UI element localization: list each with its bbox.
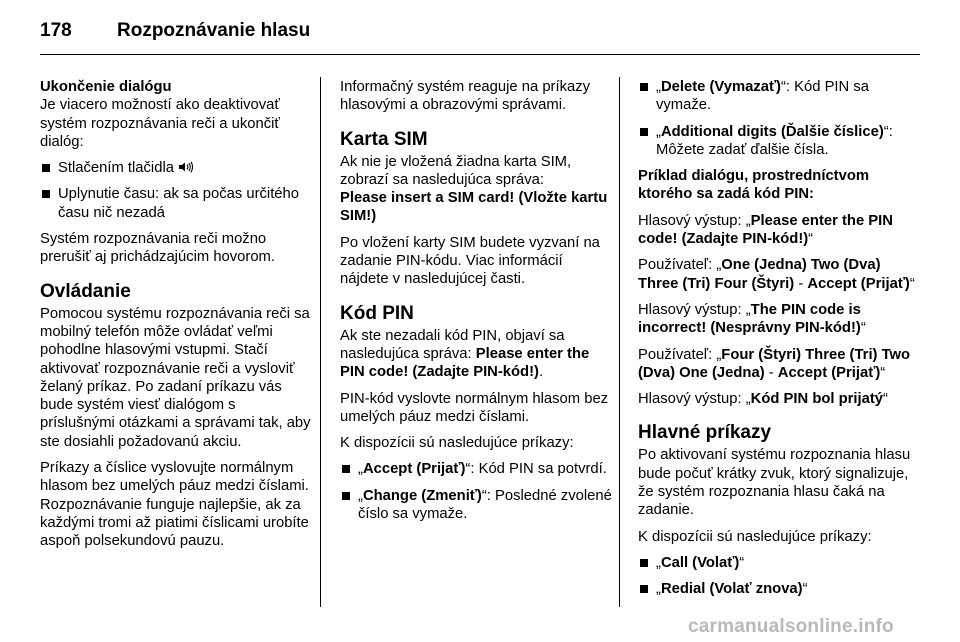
user-input-2a: Four (Štyri) Three (Tri) Two (Dva) One (Jedna) xyxy=(638,346,911,381)
bullet-icon xyxy=(342,465,350,473)
heading-sim: Karta SIM xyxy=(340,128,428,150)
bullet-icon xyxy=(342,492,350,500)
page-number: 178 xyxy=(40,20,72,41)
list-item xyxy=(40,185,312,222)
column-3 xyxy=(638,78,922,607)
bullet-icon xyxy=(640,83,648,91)
list-item xyxy=(40,159,312,177)
list-item-text: Stlačením tlačidla xyxy=(58,160,174,177)
paragraph-commands: K dispozícii sú nasledujúce príkazy: xyxy=(340,435,574,452)
paragraph-end-dialog: Je viacero možností ako deaktivovať systém rozpoznávania reči a ukončiť dialóg: xyxy=(40,97,280,150)
paragraph-sim: Ak nie je vložená žiadna karta SIM, zobrazí sa nasledujúca správa: xyxy=(340,153,572,188)
heading-example: Príklad dialógu, prostredníctvom ktorého sa zadá kód PIN: xyxy=(638,168,870,203)
command-additional: Additional digits (Ďalšie číslice) xyxy=(660,123,884,140)
voice-label: Hlasový výstup: xyxy=(638,212,746,229)
bullet-icon xyxy=(42,190,50,198)
heading-pin: Kód PIN xyxy=(340,302,414,324)
dialog-line: Hlasový výstup: „Kód PIN bol prijatý“ xyxy=(638,391,888,408)
paragraph-digits: Príkazy a číslice vyslovujte normálnym hlasom bez umelých páuz medzi číslami. Rozpoznávanie funguje najlepšie, ak za každými tromi až piatimi číslicami urobíte aspoň polsekundovú pauzu. xyxy=(40,460,309,550)
pin-message: Please enter the PIN code! (Zadajte PIN-kód!) xyxy=(340,345,590,381)
voice-label: Hlasový výstup: xyxy=(638,391,746,408)
column-divider-1 xyxy=(320,77,321,607)
command-accept: Accept (Prijať) xyxy=(362,461,466,478)
column-divider-2 xyxy=(619,77,620,607)
paragraph-control: Pomocou systému rozpoznávania reči sa mobilný telefón môže ovládať veľmi pohodlne hlasovými vstupmi. Stačí aktivovať rozpoznávanie reči a vysloviť želaný príkaz. Po zadaní príkazu vás bude systém viesť dialógom s príslušnými otázkami a správami tak, aby ste dosiahli požadovanú akciu. xyxy=(40,305,311,450)
command-additional-desc: : Môžete zadať ďalšie čísla. xyxy=(656,123,893,158)
dialog-line: Hlasový výstup: „The PIN code is incorrect! (Nesprávny PIN-kód!)“ xyxy=(638,301,866,337)
paragraph-after-sim: Po vložení karty SIM budete vyzvaní na zadanie PIN-kódu. Viac informácií nájdete v nasledujúcej časti. xyxy=(340,234,600,288)
list-item: „Change (Zmeniť)“: Posledné zvolené číslo sa vymaže. xyxy=(340,487,612,524)
column-1 xyxy=(40,78,312,559)
command-change-desc: : Posledné zvolené číslo sa vymaže. xyxy=(358,487,612,523)
list-item: „Accept (Prijať)“: Kód PIN sa potvrdí. xyxy=(340,460,612,478)
voice-button-icon xyxy=(178,161,194,173)
voice-output-1: Please enter the PIN code! (Zadajte PIN-kód!) xyxy=(638,212,893,248)
paragraph-interrupt: Systém rozpoznávania reči možno prerušiť aj prichádzajúcim hovorom. xyxy=(40,231,275,266)
command-delete: Delete (Vymazať) xyxy=(660,79,781,95)
heading-main-commands: Hlavné príkazy xyxy=(638,422,772,444)
dialog-line: Používateľ: „Four (Štyri) Three (Tri) Two (Dva) One (Jedna) - Accept (Prijať)“ xyxy=(638,346,911,381)
list-item: „Additional digits (Ďalšie číslice)“: Môžete zadať ďalšie čísla. xyxy=(638,123,922,160)
bullet-icon xyxy=(42,164,50,172)
column-2 xyxy=(340,78,612,531)
command-redial: Redial (Volať znova) xyxy=(660,581,803,598)
command-delete-desc: : Kód PIN sa vymaže. xyxy=(656,79,869,114)
user-input-1a: One (Jedna) Two (Dva) Three (Tri) Four (Štyri) xyxy=(638,257,881,292)
dialog-line: Hlasový výstup: „Please enter the PIN code! (Zadajte PIN-kód!)“ xyxy=(638,212,893,248)
user-input-1b: Accept (Prijať) xyxy=(807,275,910,292)
header-rule xyxy=(40,54,920,55)
paragraph-commands: K dispozícii sú nasledujúce príkazy: xyxy=(638,528,872,545)
voice-output-2: The PIN code is incorrect! (Nesprávny PIN-kód!) xyxy=(638,301,861,337)
heading-end-dialog: Ukončenie dialógu xyxy=(40,79,172,95)
bullet-icon xyxy=(640,128,648,136)
pin-intro: Ak ste nezadali kód PIN, objaví sa nasledujúca správa: xyxy=(340,327,565,362)
command-call: Call (Volať) xyxy=(660,554,740,571)
dialog-line: Používateľ: „One (Jedna) Two (Dva) Three (Tri) Four (Štyri) - Accept (Prijať)“ xyxy=(638,257,915,292)
paragraph-pin: Ak ste nezadali kód PIN, objaví sa nasledujúca správa: Please enter the PIN code! (Zadajte PIN-kód!). xyxy=(340,327,590,381)
user-label: Používateľ: xyxy=(638,346,717,363)
list-item: „Delete (Vymazať)“: Kód PIN sa vymaže. xyxy=(638,78,922,115)
paragraph-main: Po aktivovaní systému rozpoznania hlasu bude počuť krátky zvuk, ktorý signalizuje, že systém rozpoznania hlasu čaká na zadanie. xyxy=(638,447,911,519)
bullet-icon xyxy=(640,585,648,593)
voice-output-3: Kód PIN bol prijatý xyxy=(750,391,884,408)
user-input-2b: Accept (Prijať) xyxy=(777,364,881,381)
paragraph-info: Informačný systém reaguje na príkazy hlasovými a obrazovými správami. xyxy=(340,79,591,114)
bullet-icon xyxy=(640,559,648,567)
voice-label: Hlasový výstup: xyxy=(638,301,746,318)
page-title: Rozpoznávanie hlasu xyxy=(117,20,311,41)
list-item: „Redial (Volať znova)“ xyxy=(638,580,922,598)
list-item-text: Uplynutie času: ak sa počas určitého času nič nezadá xyxy=(58,186,299,221)
list-item: „Call (Volať)“ xyxy=(638,554,922,572)
command-accept-desc: : Kód PIN sa potvrdí. xyxy=(470,461,607,478)
paragraph-pin-spoken: PIN-kód vyslovte normálnym hlasom bez umelých páuz medzi číslami. xyxy=(340,390,609,425)
command-change: Change (Zmeniť) xyxy=(362,487,482,504)
user-label: Používateľ: xyxy=(638,257,717,274)
heading-control: Ovládanie xyxy=(40,280,131,302)
sim-message: Please insert a SIM card! (Vložte kartu SIM!) xyxy=(340,190,608,225)
watermark: carmanualsonline.info xyxy=(688,616,894,637)
